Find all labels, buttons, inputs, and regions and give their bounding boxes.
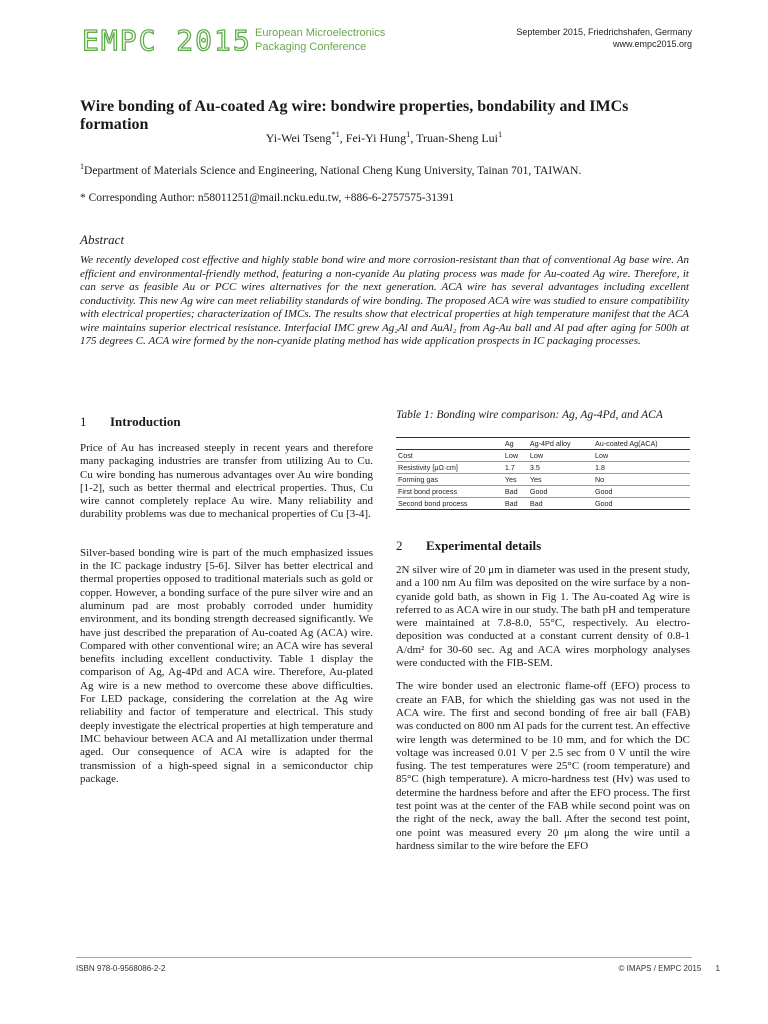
left-column	[80, 414, 373, 786]
date-location: September 2015, Friedrichshafen, Germany	[516, 27, 692, 37]
table-cell: First bond process	[396, 486, 503, 498]
conference-meta	[516, 26, 692, 50]
table-header-cell	[396, 438, 503, 450]
author-name: Truan-Sheng Lui	[416, 131, 499, 145]
affiliation-text: Department of Materials Science and Engineering, National Cheng Kung University, Tainan 701, TAIWAN.	[84, 164, 582, 177]
table-cell: Forming gas	[396, 474, 503, 486]
table-cell: Yes	[503, 474, 528, 486]
author-mark: 1	[498, 130, 503, 139]
table-row	[396, 498, 690, 510]
table-row	[396, 450, 690, 462]
table-cell: Low	[503, 450, 528, 462]
website-link[interactable]: www.empc2015.org	[612, 39, 692, 49]
table-header-row	[396, 438, 690, 450]
conference-name-line1: European Microelectronics	[255, 27, 386, 39]
intro-paragraph-1: Price of Au has increased steeply in recent years and therefore many packaging industries are transfer from utilizing Au to Cu. Cu wire bonding has numerous advantages over Au wire bonding [1-2], such as better thermal and electrical properties. Thus, Cu wire cannot completely replace Au wire. Many reliability and durability problems was due to mechanical properties of Cu [3-4].	[80, 442, 373, 521]
section-title: Experimental details	[426, 538, 542, 553]
table-cell: Bad	[528, 498, 593, 510]
section-heading-experimental	[396, 538, 690, 554]
table-cell: 1.8	[593, 462, 690, 474]
table-row	[396, 462, 690, 474]
conference-name	[255, 26, 385, 54]
table-cell: Good	[593, 498, 690, 510]
table-cell: Good	[528, 486, 593, 498]
table-caption: Table 1: Bonding wire comparison: Ag, Ag-4Pd, and ACA	[396, 409, 663, 421]
footer-isbn: ISBN 978-0-9568086-2-2	[76, 964, 166, 973]
footer-divider	[76, 957, 692, 958]
table-row	[396, 486, 690, 498]
footer-right	[619, 964, 721, 973]
abstract-text: We recently developed cost effective and highly stable bond wire and more corrosion-resistant than that of conventional Ag base wire. An efficient and environmental-friendly method, featuring a non-cyanide Au plating process was made for Au-coated Ag wire. Therefore, it can serve as feasible Au or PCC wires alternatives for the next generation. ACA wire has several advantages including excellent conductivity. This new Ag wire can meet reliability standards of wire bonding. The proposed ACA wire was studied to ensure compatibility with electrical properties; characterization of IMCs. The results show that electrical properties at high temperature manifest that the ACA wire maintains superior electrical resistance. Interfacial IMC grew Ag₂Al and AuAl₂ from Ag-Au ball and Al pad after aging for 500h at 175 degrees C. ACA wire formed by the non-cyanide plating method has wide application prospects in IC packaging processes.	[80, 254, 689, 347]
table-cell: Low	[593, 450, 690, 462]
experimental-paragraph-1: 2N silver wire of 20 μm in diameter was used in the present study, and a 100 nm Au film was deposited on the wire surface by a non-cyanide gold bath, as shown in Fig 1. The Au-coated Ag wire is referred to as ACA wire in our study. The bath pH and temperature were maintained at 7.8-8.0, 55°C, respectively. Au electro-deposition was conducted at a constant current density of 0.8-1 A/dm² for 30-60 sec. Ag and ACA wires morphology analyses were conducted with the FIB-SEM.	[396, 564, 690, 670]
right-column	[396, 408, 690, 853]
author-mark: *1	[331, 130, 340, 139]
table-cell: Cost	[396, 450, 503, 462]
section-heading-introduction	[80, 414, 373, 430]
table-cell: Second bond process	[396, 498, 503, 510]
footer-copyright: © IMAPS / EMPC 2015	[618, 964, 702, 973]
affiliation	[80, 162, 581, 177]
comparison-table	[396, 437, 690, 510]
table-cell: Bad	[503, 486, 528, 498]
table-header-cell: Ag	[503, 438, 528, 450]
table-cell: Good	[593, 486, 690, 498]
table-cell: Yes	[528, 474, 593, 486]
author-list: Yi-Wei Tseng$^{*1}$, Fei-Yi Hung$^1$, Truan-Sheng Lui$^1$	[265, 130, 503, 145]
author-name: Fei-Yi Hung	[345, 131, 407, 145]
section-number: 2	[396, 538, 403, 553]
page-number: 1	[715, 964, 720, 973]
author-mark: 1	[406, 130, 411, 139]
author-name: Yi-Wei Tseng	[265, 131, 332, 145]
paper-title: Wire bonding of Au-coated Ag wire: bondwire properties, bondability and IMCs formation	[80, 98, 629, 133]
section-number: 1	[80, 414, 87, 429]
conference-logo	[82, 24, 252, 57]
table-cell: Resistivity [μΩ·cm]	[396, 462, 503, 474]
corresponding-author: * Corresponding Author: n58011251@mail.ncku.edu.tw, +886-6-2757575-31391	[80, 192, 455, 204]
table-header-cell: Au-coated Ag(ACA)	[593, 438, 690, 450]
table-cell: Low	[528, 450, 593, 462]
section-title: Introduction	[110, 414, 181, 429]
page-header	[0, 0, 768, 70]
experimental-paragraph-2: The wire bonder used an electronic flame-off (EFO) process to create an FAB, for which the shielding gas was not used in the ACA wire. The first and second bonding of free air ball (FAB) was conducted on 800 nm Al pads for the current test. An effective wire length was determined to be 10 mm, and for which the DC voltage was increased 0.01 V per 2.5 sec from 0 V until the wire fusing. The test temperatures were 25°C (room temperature) and 85°C (high temperature). A micro-hardness test (Hv) was used to determine the hardness before and after the EFO process. The first test point was at the center of the FAB while second point was on the right of the neck, away the ball. After the second test point, one point was measured every 20 μm along the wire until a hardness similar to the wire before the EFO	[396, 680, 690, 852]
table-cell: 1.7	[503, 462, 528, 474]
conference-name-line2: Packaging Conference	[255, 41, 367, 53]
intro-paragraph-2: Silver-based bonding wire is part of the much emphasized issues in the IC package industry [5-6]. Silver has better electrical and thermal properties opposed to traditional materials such as gold or copper. However, a bonding surface of the pure silver wire and an aluminum pad are most probably corroded under humidity environment, and its bonding strength decreased significantly. We have just described the preparation of Au-coated Ag (ACA) wire. Compared with other conventional wire; an ACA wire has several benefits including excellent conductivity. Table 1 display the comparison of Ag, Ag-4Pd and ACA wire. Therefore, Au-plated Ag wire is a new method to overcome these above difficulties. For LED package, considering the correlation at the Ag wire reliability and factor of temperature and electrical. This study deeply investigate the electrical properties at high temperature and IMC behaviour between ACA and Al metallization under thermal aged. Our consequence of ACA wire is adapted for the transmission of a high-speed signal in a semiconductor chip package.	[80, 546, 373, 785]
affiliation-mark: 1	[80, 162, 85, 171]
table-cell: 3.5	[528, 462, 593, 474]
table-cell: Bad	[503, 498, 528, 510]
table-header-cell: Ag-4Pd alloy	[528, 438, 593, 450]
logo-text: EMPC 2015	[82, 24, 252, 57]
table-cell: No	[593, 474, 690, 486]
table-row	[396, 474, 690, 486]
abstract-heading: Abstract	[80, 232, 125, 247]
